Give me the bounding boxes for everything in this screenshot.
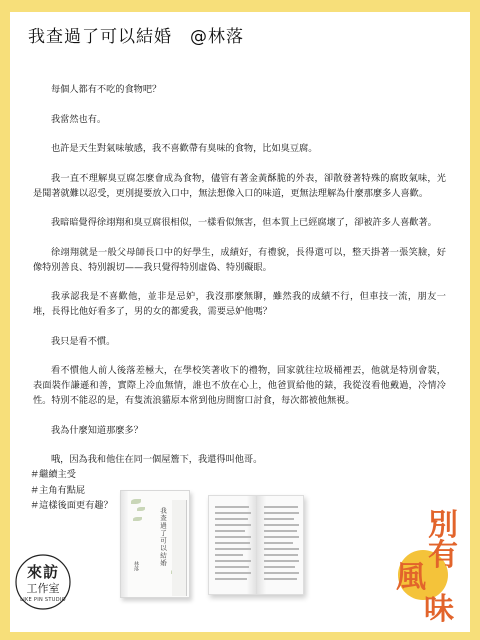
logo-char: 有 <box>428 538 458 573</box>
open-book-image <box>208 495 304 595</box>
author-handle: @林落 <box>190 27 244 47</box>
paragraph: 我一直不理解臭豆腐怎麼會成為食物，儘管有著金黃酥脆的外表，卻散發著特殊的腐敗氣味，光是聞著就難以忍受，更別提要放入口中，無法想像入口的味道，更無法理解為什麼那麼多人喜歡。 <box>33 172 446 199</box>
article-body <box>33 82 446 482</box>
hashtag: ＃這樣後面更有趣？ <box>30 500 113 511</box>
logo-text-english: LIKE PIN STUDIO <box>20 597 66 603</box>
logo-text-sub: 工作室 <box>26 582 60 595</box>
paragraph: 徐翊翔就是一般父母師長口中的好學生，成績好，有禮貌，長得還可以，整天掛著一張笑臉，好像特別善良、特別親切——我只覺得特別虛偽、特別礙眼。 <box>33 246 446 273</box>
book-cover-author: 林落 <box>133 561 139 571</box>
paragraph: 我當然也有。 <box>51 113 107 125</box>
paragraph: 我暗暗覺得徐翊翔和臭豆腐很相似，一樣看似無害，但本質上已經腐壞了，卻被許多人喜歡著。 <box>51 217 437 228</box>
paragraph: 我為什麼知道那麼多？ <box>51 424 143 436</box>
logo-text-main: 來訪 <box>26 563 59 581</box>
page-title <box>28 22 244 47</box>
hashtag: ＃繼續主受 <box>30 469 76 480</box>
logo-char: 風 <box>396 560 426 595</box>
paragraph: 每個人都有不吃的食物吧？ <box>51 84 162 95</box>
open-book-left-page <box>208 495 256 595</box>
series-logo <box>388 500 470 628</box>
leaf-decoration-icon <box>137 507 145 511</box>
hashtag-list <box>30 467 113 514</box>
paragraph: 哦，因為我和他住在同一個屋簷下，我還得叫他哥。 <box>51 454 263 465</box>
paragraph: 我承認我是不喜歡他，並非是忌妒，我沒那麼無聊，雖然我的成績不行，但車技一流，朋友一堆，長得比他好看多了，男的女的都愛我，需要忌妒他嗎？ <box>33 291 446 317</box>
leaf-decoration-icon <box>133 517 142 521</box>
paragraph: 看不慣他人前人後落差極大，在學校笑著收下的禮物，回家就往垃圾桶裡丟，他就是特別會裝，表面裝作謙遜和善，實際上冷血無情，誰也不放在心上，他爸買給他的錶，我從沒看他戴過，冷情冷性。特別不能忍的是，有隻流浪貓原本常到他房間窗口討食，每次都被他無視。 <box>33 365 446 406</box>
logo-char: 味 <box>424 592 454 627</box>
logo-char: 別 <box>428 508 458 543</box>
book-spine-edge <box>121 491 128 597</box>
open-book-right-page <box>256 495 304 595</box>
book-cover-title: 我查過了可以結婚 <box>159 507 167 567</box>
book-spine-image <box>172 500 187 596</box>
title-text: 我查過了可以結婚 <box>28 27 172 47</box>
leaf-decoration-icon <box>131 499 141 504</box>
paragraph: 我只是看不慣。 <box>51 335 116 347</box>
paragraph: 也許是天生對氣味敏感，我不喜歡帶有臭味的食物，比如臭豆腐。 <box>51 143 318 154</box>
hashtag: ＃主角有點屁 <box>30 484 86 496</box>
studio-logo <box>14 553 72 611</box>
